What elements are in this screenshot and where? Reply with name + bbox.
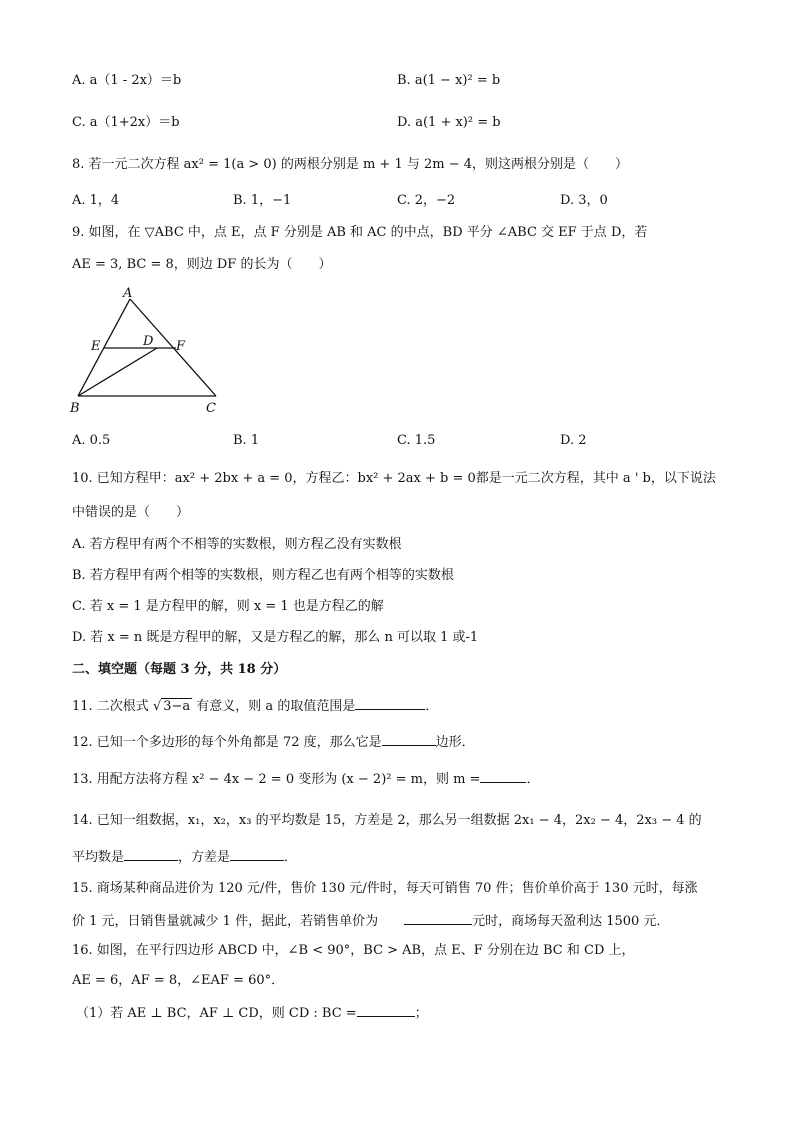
q9-triangle-figure bbox=[66, 284, 236, 420]
q15-post: 元时，商场每天盈利达 1500 元． bbox=[472, 914, 670, 929]
q11-end: ． bbox=[425, 699, 439, 714]
q10-option-c: C. 若 x = 1 是方程甲的解，则 x = 1 也是方程乙的解 bbox=[72, 599, 384, 614]
q11 bbox=[72, 697, 438, 716]
q7-option-b: B. a(1 − x)² = b bbox=[397, 73, 501, 88]
q8-option-b: B. 1，−1 bbox=[233, 193, 292, 208]
q12-post: 边形． bbox=[435, 735, 475, 750]
q10-option-b: B. 若方程甲有两个相等的实数根，则方程乙也有两个相等的实数根 bbox=[72, 568, 454, 583]
q16-part1-blank[interactable] bbox=[357, 1004, 415, 1017]
q8-option-c: C. 2，−2 bbox=[397, 193, 456, 208]
q14-variance-label: ，方差是 bbox=[178, 850, 231, 865]
q7-option-a: A. a（1 - 2x）＝b bbox=[72, 73, 182, 88]
q14-mean-label: 平均数是 bbox=[72, 850, 125, 865]
label-a: A bbox=[123, 286, 133, 301]
q16-part1-end: ； bbox=[414, 1006, 428, 1021]
q10-stem-line1: 10. 已知方程甲：ax² + 2bx + a = 0，方程乙：bx² + 2ax + b = 0都是一元二次方程，其中 a ' b，以下说法 bbox=[72, 471, 716, 486]
q7-option-c: C. a（1+2x）＝b bbox=[72, 115, 180, 130]
q14-line1: 14. 已知一组数据，x₁，x₂，x₃ 的平均数是 15，方差是 2，那么另一组数据 2x₁ − 4，2x₂ − 4，2x₃ − 4 的 bbox=[72, 813, 702, 828]
q14-variance-blank[interactable] bbox=[230, 848, 284, 861]
q13-pre: 13. 用配方法将方程 x² − 4x − 2 = 0 变形为 (x − 2)² = m，则 m = bbox=[72, 772, 481, 787]
sqrt-sign: √ bbox=[152, 699, 162, 714]
q8-option-a: A. 1，4 bbox=[72, 193, 120, 208]
q11-post: 有意义，则 a 的取值范围是 bbox=[192, 699, 356, 714]
q16-line1: 16. 如图，在平行四边形 ABCD 中，∠B < 90°，BC > AB，点 E、F 分别在边 BC 和 CD 上， bbox=[72, 943, 635, 958]
q10-option-a: A. 若方程甲有两个不相等的实数根，则方程乙没有实数根 bbox=[72, 537, 402, 552]
q9-option-b: B. 1 bbox=[233, 433, 260, 448]
label-f: F bbox=[176, 339, 186, 354]
q10-stem-line2: 中错误的是（ ） bbox=[72, 505, 190, 520]
q9-stem-line1: 9. 如图，在 ▽ABC 中，点 E，点 F 分别是 AB 和 AC 的中点，BD 平分 ∠ABC 交 EF 于点 D，若 bbox=[72, 225, 648, 240]
q13-end: ． bbox=[526, 772, 540, 787]
label-e: E bbox=[91, 339, 101, 354]
q11-pre: 11. 二次根式 bbox=[72, 699, 153, 714]
q8-stem: 8. 若一元二次方程 ax² = 1(a > 0) 的两根分别是 m + 1 与 2m − 4，则这两根分别是（ ） bbox=[72, 157, 629, 172]
section-heading-fill-blank: 二、填空题（每题 3 分，共 18 分） bbox=[72, 662, 287, 677]
q10-option-d: D. 若 x = n 既是方程甲的解，又是方程乙的解，那么 n 可以取 1 或-1 bbox=[72, 630, 479, 645]
q16-part1-pre: （1）若 AE ⊥ BC，AF ⊥ CD，则 CD : BC = bbox=[76, 1006, 357, 1021]
q13-answer-blank[interactable] bbox=[480, 770, 526, 783]
q8-option-d: D. 3，0 bbox=[560, 193, 608, 208]
q16-line2: AE = 6，AF = 8，∠EAF = 60°． bbox=[72, 973, 285, 988]
q9-stem-line2: AE = 3, BC = 8，则边 DF 的长为（ ） bbox=[72, 257, 332, 272]
q9-option-d: D. 2 bbox=[560, 433, 587, 448]
q12-pre: 12. 已知一个多边形的每个外角都是 72 度，那么它是 bbox=[72, 735, 382, 750]
q15-pre: 价 1 元，日销售量就减少 1 件，据此，若销售单价为 bbox=[72, 914, 405, 929]
q7-option-d: D. a(1 + x)² = b bbox=[397, 115, 501, 130]
q15-line2 bbox=[72, 912, 669, 931]
label-d: D bbox=[143, 334, 154, 349]
q11-radicand: 3−a bbox=[163, 699, 191, 714]
q12 bbox=[72, 733, 475, 752]
q16-part1 bbox=[76, 1004, 428, 1023]
segment-bd bbox=[78, 348, 157, 396]
q15-answer-blank[interactable] bbox=[404, 912, 472, 925]
label-b: B bbox=[70, 401, 80, 416]
q9-option-c: C. 1.5 bbox=[397, 433, 436, 448]
q14-line2 bbox=[72, 848, 297, 867]
q14-end: ． bbox=[284, 850, 298, 865]
label-c: C bbox=[206, 401, 216, 416]
q11-answer-blank[interactable] bbox=[355, 697, 425, 710]
q12-answer-blank[interactable] bbox=[382, 733, 436, 746]
q14-mean-blank[interactable] bbox=[124, 848, 178, 861]
q15-line1: 15. 商场某种商品进价为 120 元/件，售价 130 元/件时，每天可销售 70 件；售价单价高于 130 元时，每涨 bbox=[72, 881, 698, 896]
q13 bbox=[72, 770, 539, 789]
q9-option-a: A. 0.5 bbox=[72, 433, 111, 448]
